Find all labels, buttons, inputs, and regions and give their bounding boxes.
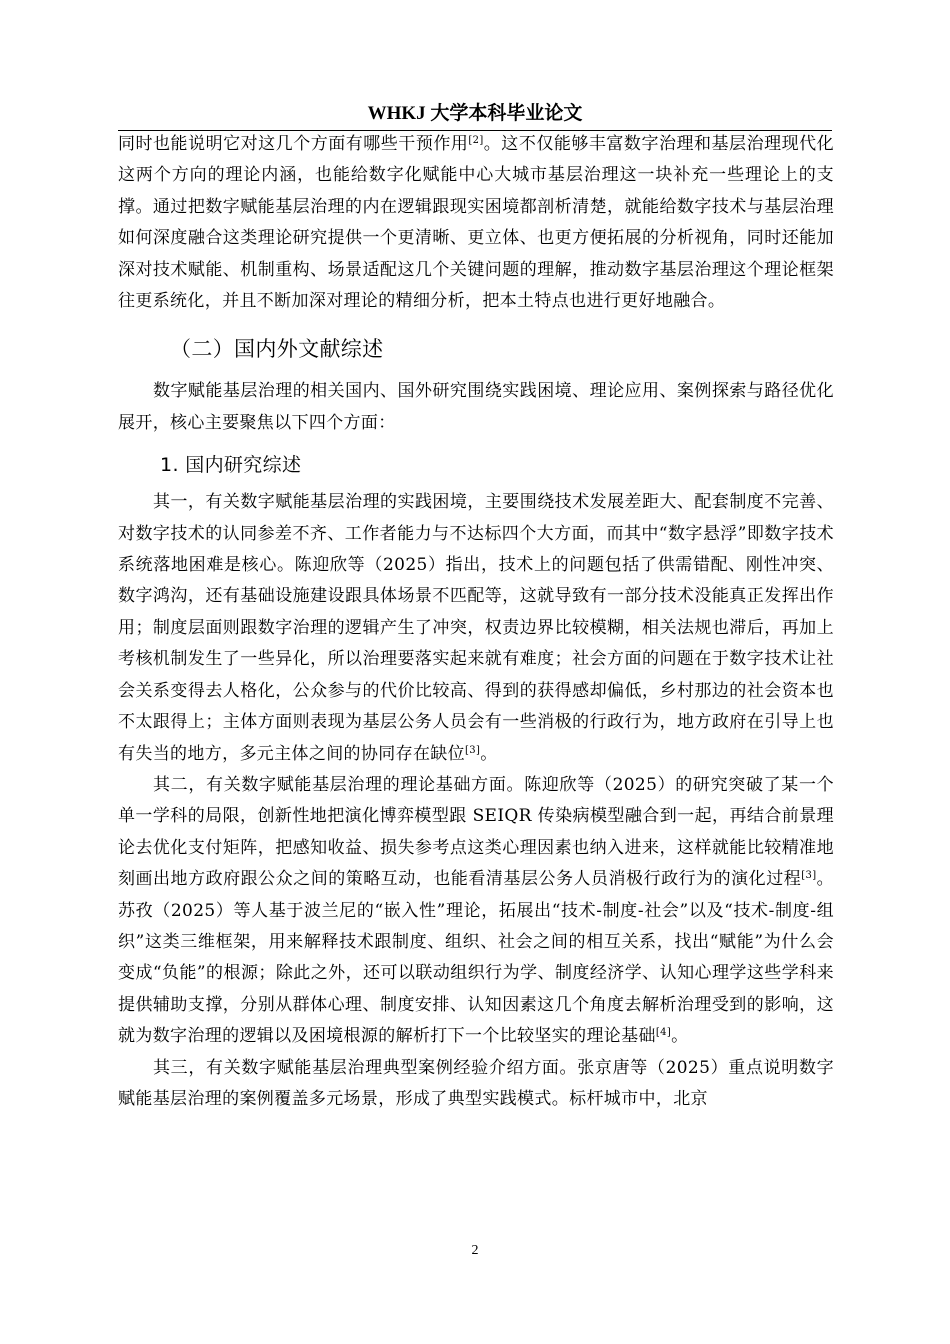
paragraph-text: 。	[480, 743, 498, 764]
page-number: 2	[471, 1243, 479, 1258]
paragraph-text: 同时也能说明它对这几个方面有哪些干预作用	[118, 134, 469, 154]
citation: [4]	[655, 1027, 672, 1039]
paragraph-text: 。这不仅能够丰富数字治理和基层治理现代化这两个方向的理论内涵，也能给数字化赋能中心大城市基层治理这一块补充一些理论上的支撑。通过把数字赋能基层治理的内在逻辑跟现实困境都剖析清楚，就能给数字技术与基层治理如何深度融合这类理论研究提供一个更清晰、更立体、也更方便拓展的分析视角，同时还能加深对技术赋能、机制重构、场景适配这几个关键问题的理解，推动数字基层治理这个理论框架往更系统化，并且不断加深对理论的精细分析，把本土特点也进行更好地融合。	[118, 134, 834, 312]
citation: [2]	[468, 135, 484, 146]
body-text	[118, 129, 834, 1115]
paragraph-text: 。	[671, 1026, 689, 1047]
citation: [3]	[801, 870, 817, 882]
citation: [3]	[465, 744, 481, 756]
subsection-heading: 1. 国内研究综述	[160, 454, 302, 477]
paragraph-practice-dilemma	[118, 487, 834, 770]
paragraph-theory-basis	[118, 770, 834, 1053]
paragraph-text: 其二，有关数字赋能基层治理的理论基础方面。陈迎欣等（2025）的研究突破了某一个单一学科的局限，创新性地把演化博弈模型跟 SEIQR 传染病模型融合到一起，再结合前景理论去优化支付矩阵，把感知收益、损失参考点这类心理因素也纳入进来，这样就能比较精准地刻画出地方政府跟公众之间的策略互动，也能看清基层公务人员消极行政行为的演化过程	[118, 774, 834, 890]
paragraph-text: 其三，有关数字赋能基层治理典型案例经验介绍方面。张京唐等（2025）重点说明数字赋能基层治理的案例覆盖多元场景，形成了典型实践模式。标杆城市中，北京	[118, 1057, 834, 1109]
paragraph-intro	[118, 376, 834, 439]
paragraph-cases	[118, 1053, 834, 1116]
page-header-title: WHKJ 大学本科毕业论文	[367, 103, 583, 124]
paragraph-text: 其一，有关数字赋能基层治理的实践困境，主要围绕技术发展差距大、配套制度不完善、对数字技术的认同参差不齐、工作者能力与不达标四个大方面，而其中“数字悬浮”即数字技术系统落地困难是核心。陈迎欣等（2025）指出，技术上的问题包括了供需错配、刚性冲突、数字鸿沟，还有基础设施建设跟具体场景不匹配等，这就导致有一部分技术没能真正发挥出作用；制度层面则跟数字治理的逻辑产生了冲突，权责边界比较模糊，相关法规也滞后，再加上考核机制发生了一些异化，所以治理要落实起来就有难度；社会方面的问题在于数字技术让社会关系变得去人格化，公众参与的代价比较高、得到的获得感却偏低，乡村那边的社会资本也不太跟得上；主体方面则表现为基层公务人员会有一些消极的行政行为，地方政府在引导上也有失当的地方，多元主体之间的协同存在缺位	[118, 492, 834, 764]
paragraph-text: 数字赋能基层治理的相关国内、国外研究围绕实践困境、理论应用、案例探索与路径优化展开，核心主要聚焦以下四个方面：	[118, 381, 834, 433]
section-heading: （二）国内外文献综述	[170, 337, 384, 362]
paragraph-continued	[118, 129, 834, 317]
paragraph-text: 。苏孜（2025）等人基于波兰尼的“嵌入性”理论，拓展出“技术-制度-社会”以及“技术-制度-组织”这类三维框架，用来解释技术跟制度、组织、社会之间的相互关系，找出“赋能”为什么会变成“负能”的根源；除此之外，还可以联动组织行为学、制度经济学、认知心理学这些学科来提供辅助支撑，分别从群体心理、制度安排、认知因素这几个角度去解析治理受到的影响，这就为数字治理的逻辑以及困境根源的解析打下一个比较坚实的理论基础	[118, 869, 834, 1047]
